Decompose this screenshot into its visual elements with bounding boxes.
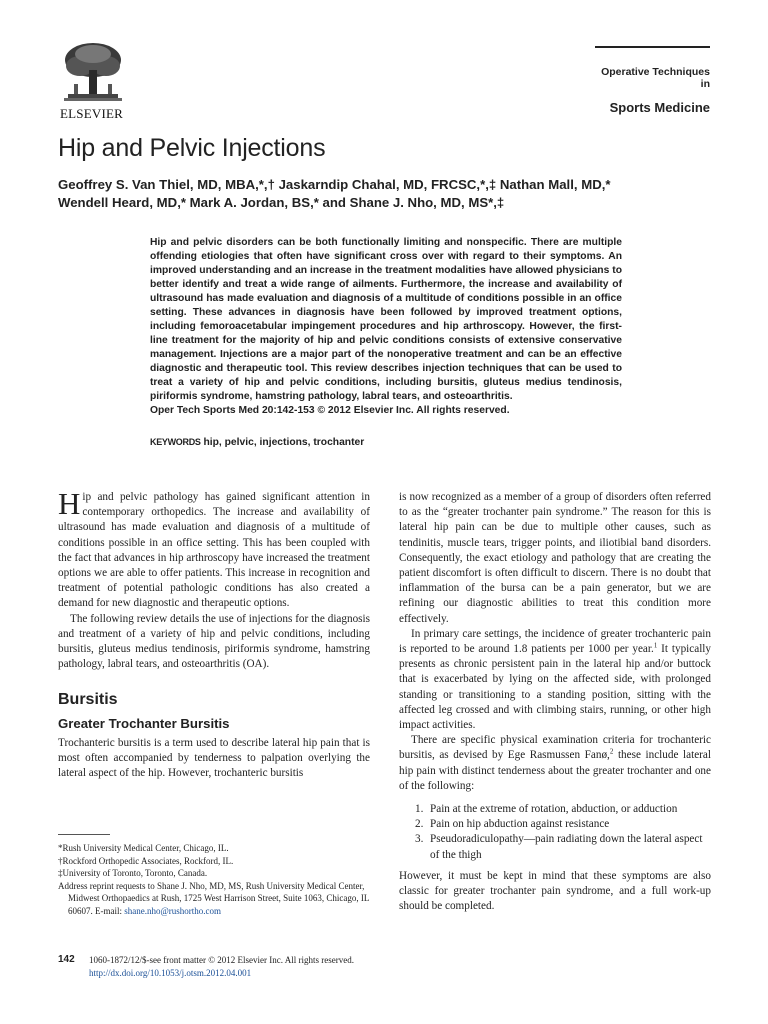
footnotes [58, 842, 370, 917]
keywords-label: KEYWORDS [150, 437, 201, 447]
body-column-right [399, 490, 711, 914]
body-column-left [58, 486, 370, 781]
keywords-list: hip, pelvic, injections, trochanter [203, 437, 365, 448]
elsevier-tree-logo [60, 40, 126, 120]
list-item: 3. Pseudoradiculopathy—pain radiating down the lateral aspect of the thigh [415, 833, 703, 861]
authors-line2: Wendell Heard, MD,* Mark A. Jordan, BS,* and Shane J. Nho, MD, MS*,‡ [58, 195, 505, 210]
intro-paragraph: Hip and pelvic pathology has gained significant attention in contemporary orthopedics. The increase and availability of ultrasound has made evaluation and diagnosis of a multitude of conditions possible in an office setting. This has been coupled with the fact that advances in hip arthroscopy have increased the treatment options we are able to offer patients. This increase in recognition and treatment of potential pathologic conditions has also created a demand for new diagnostic and therapeutic options. [58, 486, 370, 610]
doi-link[interactable]: http://dx.doi.org/10.1053/j.otsm.2012.04.001 [89, 967, 252, 978]
bursitis-paragraph: Trochanteric bursitis is a term used to describe lateral hip pain that is most often accompanied by tenderness to palpation overlying the lateral aspect of the hip. However, trochanteric bursitis [58, 736, 370, 780]
author-list [58, 176, 738, 212]
journal-name [595, 46, 710, 115]
criteria-paragraph: There are specific physical examination criteria for trochanteric bursitis, as devised by Ege Rasmussen Fanø,$^2$ these include lateral hip pain with distinct tenderness about the greater trochanter and one of the following: [399, 734, 711, 792]
article-title: Hip and Pelvic Injections [58, 134, 326, 162]
abstract-citation: Oper Tech Sports Med 20:142-153 © 2012 Elsevier Inc. All rights reserved. [150, 405, 510, 416]
tree-icon [60, 40, 126, 104]
footnote-address: Address reprint requests to Shane J. Nho, MD, MS, Rush University Medical Center, Midwest Orthopaedics at Rush, 1725 West Harrison Street, Suite 1063, Chicago, IL 60607. E-mail: shane.nho@rushortho.com [58, 880, 369, 916]
journal-line2: Sports Medicine [609, 100, 710, 115]
authors-line1: Geoffrey S. Van Thiel, MD, MBA,*,† Jaskarndip Chahal, MD, FRCSC,*,‡ Nathan Mall, MD,* [58, 177, 611, 192]
incidence-paragraph: In primary care settings, the incidence of greater trochanteric pain is reported to be around 1.8 patients per 1000 per year.$^1$ It typically presents as chronic persistent pain in the lateral hip and/or buttock that is exacerbated by lying on the affected side, with prolonged standing or transitioning to a standing position, sitting with the affected leg crossed and with climbing stairs, running, or other high impact activities. [399, 627, 712, 732]
reference-marker: 2 [609, 747, 614, 756]
drop-cap: H [58, 486, 81, 521]
footnote-divider [58, 834, 110, 835]
page-header [60, 40, 710, 125]
section-heading-bursitis: Bursitis [58, 691, 118, 709]
abstract-text: Hip and pelvic disorders can be both functionally limiting and nonspecific. There are multiple offending etiologies that often have significant cross over with regard to their symptoms. An improved understanding and an increase in the treatment modalities have allowed physicians to better identify and treat a wide range of ailments. Furthermore, the increase and availability of ultrasound has made evaluation and diagnosis of a multitude of conditions possible in an office setting. These advances in diagnosis have been followed by improved treatment options, including femoroacetabular impingement procedures and hip arthroscopy. However, the first-line treatment for the majority of hip and pelvic conditions consists of extensive conservative management. Injections are a major part of the nonoperative treatment and can be an effective diagnostic and therapeutic tool. This review describes injection techniques that can be used to treat a variety of hip and pelvic conditions, including bursitis, gluteus medius tendinosis, piriformis syndrome, hamstring pathology, labral tears, and osteoarthritis. [150, 237, 622, 402]
footnote-affiliation: *Rush University Medical Center, Chicago, IL. [58, 843, 229, 853]
keywords [150, 437, 364, 448]
review-paragraph: The following review details the use of injections for the diagnosis and treatment of a variety of hip and pelvic conditions, including bursitis, gluteus medius tendinosis, piriformis syndrome, hamstring pathology, labral tears, and osteoarthritis (OA). [58, 612, 370, 671]
reference-marker: 1 [653, 641, 658, 650]
footer-text [89, 954, 354, 979]
footnote-affiliation: †Rockford Orthopedic Associates, Rockford, IL. [58, 855, 234, 866]
email-link[interactable]: shane.nho@rushortho.com [124, 905, 222, 916]
subsection-heading-greater-trochanter: Greater Trochanter Bursitis [58, 715, 230, 731]
workup-paragraph: However, it must be kept in mind that these symptoms are also classic for greater trochanter pain syndrome, and a full work-up should be completed. [399, 869, 711, 913]
page-number: 142 [58, 954, 75, 965]
journal-line1: Operative Techniques in [601, 66, 710, 90]
list-item: 1. Pain at the extreme of rotation, abduction, or adduction [415, 803, 678, 816]
publisher-wordmark: ELSEVIER [60, 106, 123, 121]
criteria-list [399, 802, 711, 863]
copyright-line: 1060-1872/12/$-see front matter © 2012 Elsevier Inc. All rights reserved. [89, 955, 355, 965]
list-item: 2. Pain on hip abduction against resistance [415, 818, 610, 831]
syndrome-paragraph: is now recognized as a member of a group of disorders often referred to as the “greater trochanter pain syndrome.” The reason for this is lateral hip pain can be due to multiple other causes, such as tendinitis, muscle tears, trigger points, and iliotibial band disorders. Consequently, the exact etiology and pathology that are creating the patient discomfort is often difficult to discern. There is no doubt that inflammation of the bursa can be a pain generator, but we are refining our diagnostic abilities to treat this condition more effectively. [399, 491, 711, 625]
footnote-affiliation: ‡University of Toronto, Toronto, Canada. [58, 868, 208, 878]
abstract [150, 236, 622, 418]
